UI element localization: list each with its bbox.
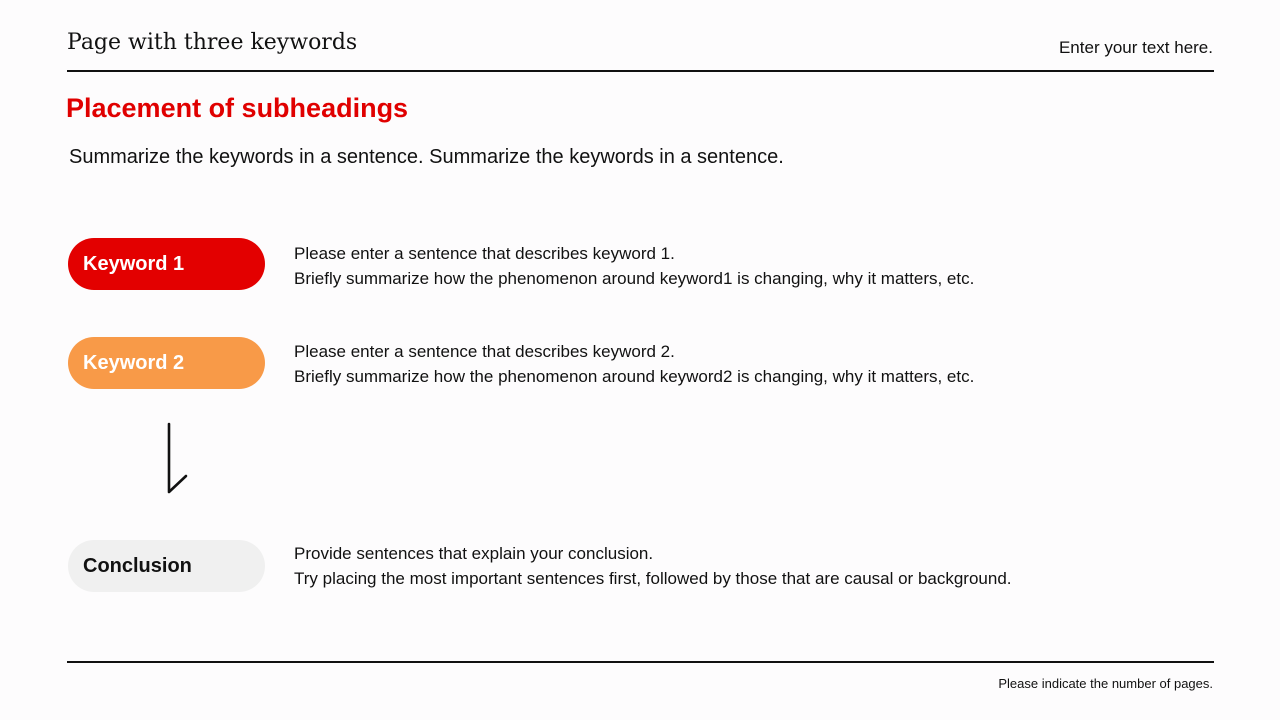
page-number-note: Please indicate the number of pages. <box>998 676 1213 691</box>
keyword-1-line-2: Briefly summarize how the phenomenon around keyword1 is changing, why it matters, etc. <box>294 269 975 288</box>
keyword-1-description <box>294 241 974 291</box>
keyword-1-badge <box>68 238 265 290</box>
conclusion-badge <box>68 540 265 592</box>
conclusion-line-1: Provide sentences that explain your conclusion. <box>294 544 654 563</box>
keyword-2-badge <box>68 337 265 389</box>
keyword-1-line-1: Please enter a sentence that describes keyword 1. <box>294 244 675 263</box>
header-note: Enter your text here. <box>1058 38 1213 57</box>
keyword-2-line-1: Please enter a sentence that describes keyword 2. <box>294 342 675 361</box>
keyword-2-description <box>294 339 974 389</box>
conclusion-label: Conclusion <box>83 554 192 577</box>
bottom-divider <box>67 661 1214 663</box>
conclusion-description <box>294 541 1012 591</box>
keyword-2-line-2: Briefly summarize how the phenomenon around keyword2 is changing, why it matters, etc. <box>294 367 975 386</box>
top-divider <box>67 70 1214 72</box>
keyword-1-label: Keyword 1 <box>83 252 185 275</box>
down-arrow-icon <box>160 420 192 505</box>
keyword-2-label: Keyword 2 <box>83 351 185 374</box>
conclusion-line-2: Try placing the most important sentences first, followed by those that are causal or background. <box>294 569 1012 588</box>
page-title: Page with three keywords <box>67 30 358 55</box>
summary-text: Summarize the keywords in a sentence. Summarize the keywords in a sentence. <box>69 146 784 168</box>
subheading: Placement of subheadings <box>66 93 409 123</box>
